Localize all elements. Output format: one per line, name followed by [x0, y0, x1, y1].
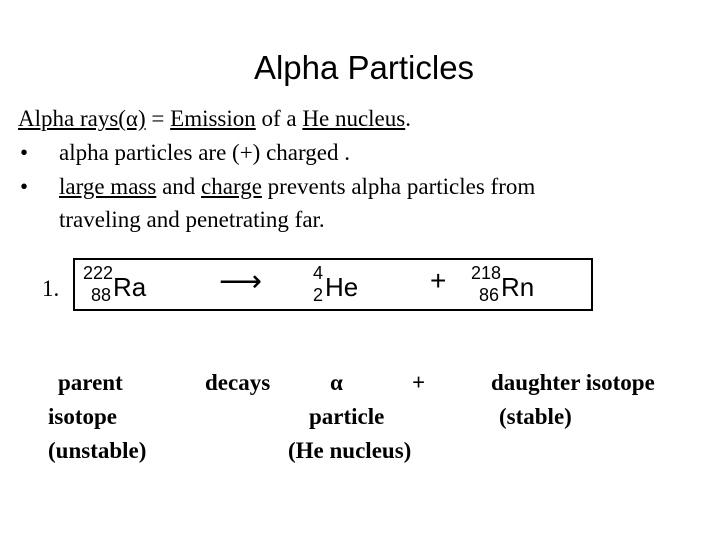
labels-plus: +	[412, 370, 426, 395]
of-a-text: of a	[261, 106, 297, 131]
radium-mass-number: 222	[83, 263, 114, 283]
radium-nuclide	[83, 264, 193, 308]
reaction-arrow-icon: ⟶	[219, 264, 263, 299]
radon-nuclide	[471, 264, 591, 308]
equation-number: 1.	[42, 276, 60, 301]
daughter-label-line1: daughter isotope	[491, 370, 655, 395]
equals-sign: =	[151, 106, 165, 131]
helium-mass-number: 4	[312, 263, 323, 283]
radium-symbol: Ra	[113, 272, 147, 302]
radon-mass-number: 218	[471, 263, 502, 283]
he-nucleus-term: He nucleus	[302, 106, 406, 131]
helium-symbol: He	[325, 272, 359, 302]
parent-label-line3: (unstable)	[48, 438, 147, 463]
intro-line	[18, 103, 411, 135]
alpha-particle-label: particle	[309, 404, 385, 429]
bullet-2-rest: prevents alpha particles from	[267, 174, 536, 199]
equation-plus: +	[430, 265, 447, 296]
alpha-he-nucleus-label: (He nucleus)	[288, 438, 412, 463]
radon-atomic-number: 86	[478, 285, 499, 305]
and-text: and	[162, 174, 196, 199]
decays-label: decays	[205, 370, 271, 395]
bullet-marker-1: •	[20, 140, 29, 165]
parent-label-line1: parent	[58, 370, 123, 395]
intro-period: .	[405, 106, 411, 131]
charge-term: charge	[201, 174, 262, 199]
bullet-marker-2: •	[20, 174, 29, 199]
alpha-rays-term: Alpha rays(α)	[18, 106, 146, 131]
bullet-text-2	[59, 171, 535, 203]
large-mass-term: large mass	[59, 174, 157, 199]
bullet-text-2-line2: traveling and penetrating far.	[59, 207, 325, 232]
emission-term: Emission	[170, 106, 256, 131]
radon-symbol: Rn	[501, 272, 535, 302]
parent-label-line2: isotope	[48, 404, 117, 429]
helium-atomic-number: 2	[312, 285, 323, 305]
slide-title: Alpha Particles	[253, 49, 475, 86]
helium-nuclide	[295, 264, 385, 308]
nuclear-equation-box	[73, 258, 593, 311]
bullet-text-1: alpha particles are (+) charged .	[59, 140, 350, 165]
daughter-label-line2: (stable)	[499, 404, 572, 429]
radium-atomic-number: 88	[90, 285, 111, 305]
alpha-symbol-label: α	[330, 370, 343, 395]
